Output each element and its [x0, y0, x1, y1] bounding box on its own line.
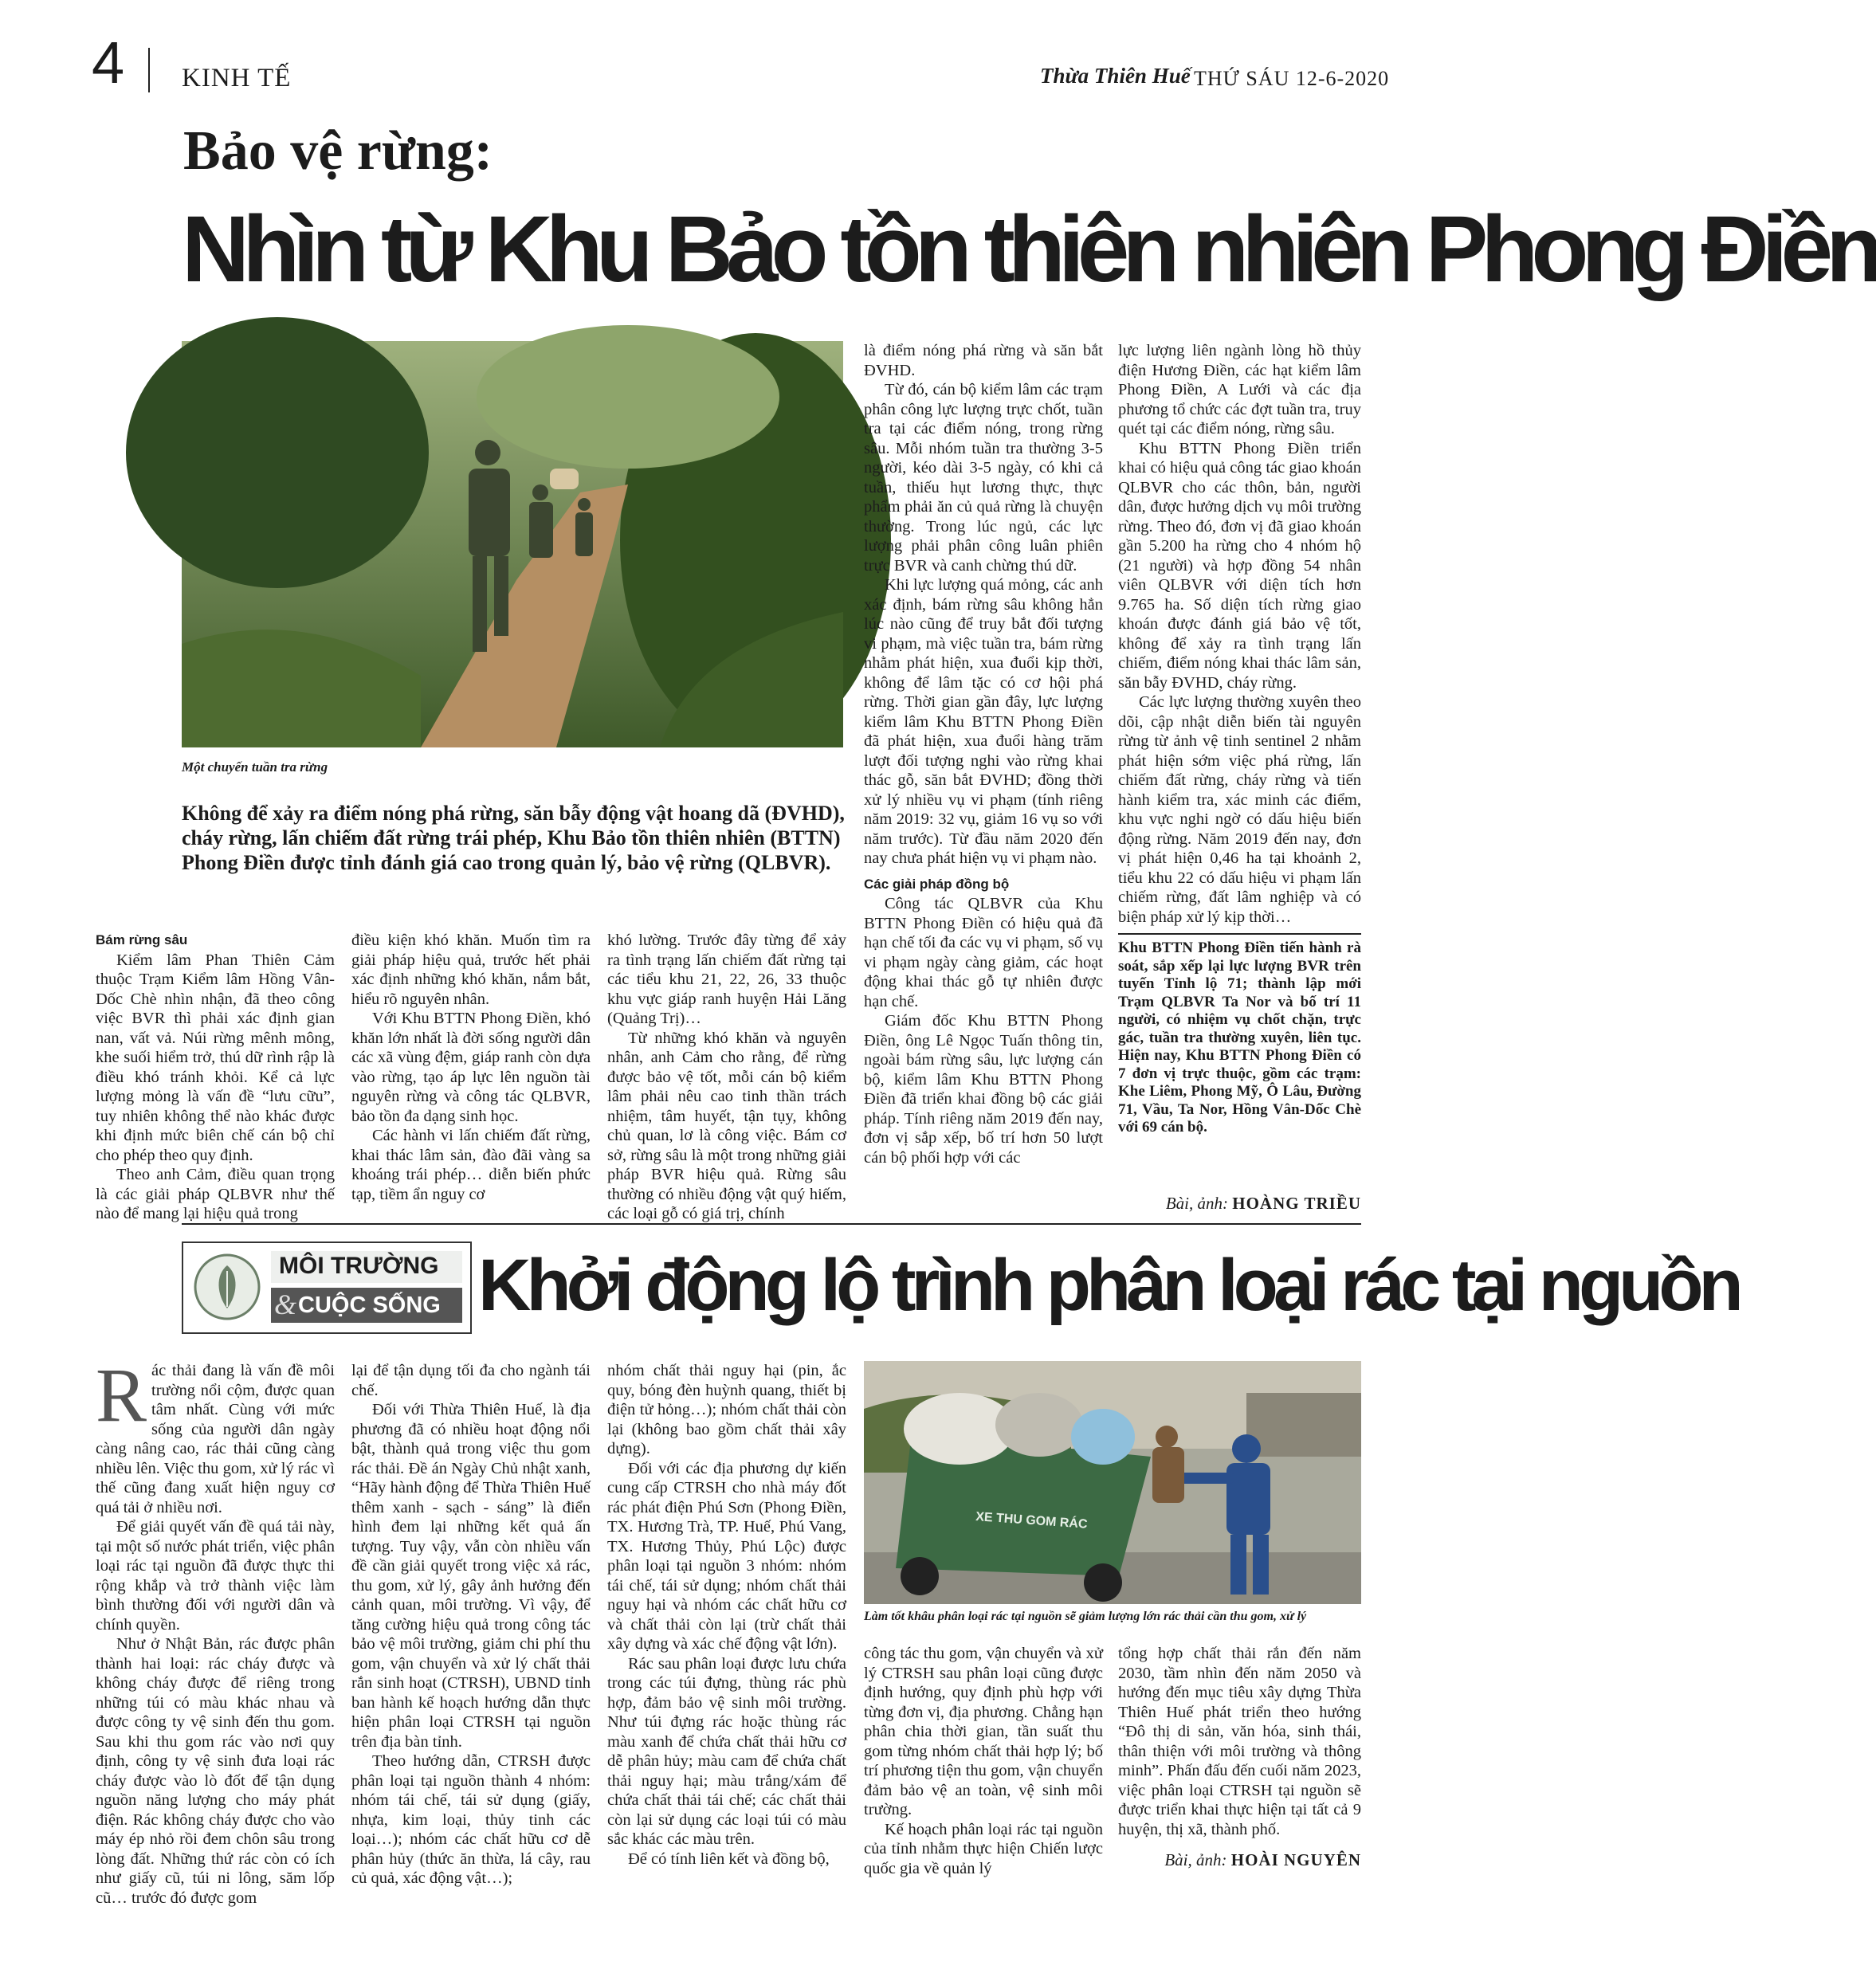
environment-emblem-icon	[191, 1251, 263, 1323]
issue-date: THỨ SÁU 12-6-2020	[1194, 67, 1390, 90]
paragraph: Kế hoạch phân loại rác tại nguồn của tỉnh nhằm thực hiện Chiến lược quốc gia về quản lý	[864, 1820, 1103, 1877]
column-logo	[182, 1242, 472, 1334]
newspaper-name: Thừa Thiên Huế	[1040, 64, 1191, 88]
drop-cap: R	[96, 1352, 147, 1438]
paragraph: Các hành vi lấn chiếm đất rừng, khai thác lâm sản, đào đãi vàng sa khoáng trái phép… diễn biến phức tạp, tiềm ẩn nguy cơ	[351, 1127, 591, 1203]
paragraph: Với Khu BTTN Phong Điền, khó khăn lớn nhất là đời sống người dân các xã vùng đệm, giáp ranh còn dựa vào rừng, tạo áp lực lên nguồn tài nguyên rừng và công tác QLBVR, bảo tồn đa dạng sinh học.	[351, 1010, 591, 1125]
paragraph: Như ở Nhật Bản, rác được phân thành hai loại: rác cháy được và không cháy được để riêng trong những túi có màu khác nhau và được công ty vệ sinh đến thu gom. Sau khi thu gom rác vào nơi quy định, công ty vệ sinh đưa loại rác cháy được vào lò đốt để tận dụng nguồn năng lượng cho máy phát điện. Rác không cháy được cho vào máy ép nhỏ rồi đem chôn sâu trong lòng đất. Những thứ rác còn có ích như giấy cũ, túi ni lông, săm lốp cũ… trước đó được gom	[96, 1635, 335, 1907]
paragraph: lại để tận dụng tối đa cho ngành tái chế.	[351, 1362, 591, 1399]
article1-column-4	[864, 341, 1103, 1167]
logo-line1: MÔI TRƯỜNG	[279, 1253, 439, 1279]
article1-column-2	[351, 931, 591, 1204]
logo-line2: CUỘC SỐNG	[298, 1293, 441, 1318]
paragraph: nhóm chất thải nguy hại (pin, ắc quy, bóng đèn huỳnh quang, thiết bị điện tử hỏng…); nhóm chất thải còn lại (không bao gồm chất thải xây dựng).	[607, 1362, 846, 1457]
byline-author: HOÀI NGUYÊN	[1230, 1850, 1361, 1869]
article-divider	[182, 1223, 1361, 1225]
paragraph: Giám đốc Khu BTTN Phong Điền, ông Lê Ngọc Tuấn thông tin, ngoài bám rừng sâu, lực lượng cán bộ, kiểm lâm Khu BTTN Phong Điền đã triển khai đồng bộ các giải pháp. Tính riêng năm 2019 đến nay, đơn vị sắp xếp, bố trí hơn 50 lượt cán bộ phối hợp với các	[864, 1012, 1103, 1167]
article2-byline	[1148, 1850, 1361, 1870]
article1-column-1	[96, 931, 335, 1224]
note-divider	[1118, 933, 1361, 935]
article1-photo	[182, 341, 843, 747]
page-number: 4	[92, 29, 125, 96]
paragraph: Kiểm lâm Phan Thiên Cảm thuộc Trạm Kiểm lâm Hồng Vân-Dốc Chè nhìn nhận, đã theo công việc BVR thì phải xác định gian nan, vất vả. Núi rừng mênh mông, khe suối hiểm trở, thú dữ rình rập là điều khó tránh khỏi. Kể cả lực lượng mỏng là vấn đề “lưu cữu”, tuy nhiên không thể nào khác được khi định mức biên chế cán bộ chỉ cho phép theo quy định.	[96, 951, 335, 1164]
article2-column-5	[1118, 1644, 1361, 1839]
paragraph: Từ những khó khăn và nguyên nhân, anh Cảm cho rằng, để rừng được bảo vệ tốt, mỗi cán bộ kiểm lâm phải nêu cao tinh thần trách nhiệm, tâm huyết, tận tụy, không chủ quan, lơ là công việc. Bám cơ sở, rừng sâu là một trong những giải pháp BVR hiệu quả. Rừng sâu thường có nhiều động vật quý hiếm, các loại gỗ có giá trị, chính	[607, 1029, 846, 1222]
article1-byline	[1148, 1194, 1361, 1214]
paragraph: Đối với Thừa Thiên Huế, là địa phương đã có nhiều hoạt động nổi bật, thành quả trong việc thu gom rác thải. Đề án Ngày Chủ nhật xanh, “Hãy hành động để Thừa Thiên Huế thêm xanh - sạch - sáng” là điển hình đem lại những kết quả ấn tượng. Tuy vậy, vẫn còn nhiều vấn đề cần giải quyết trong việc xả rác, thu gom, xử lý, gây ảnh hưởng đến cảnh quan, môi trường. Vì vậy, để tăng cường hiệu quả trong công tác bảo vệ môi trường, giảm chi phí thu gom, vận chuyển và xử lý chất thải rắn sinh hoạt (CTRSH), UBND tỉnh ban hành kế hoạch hướng dẫn thực hiện phân loại CTRSH tại nguồn trên địa bàn tỉnh.	[351, 1401, 591, 1751]
byline-author: HOÀNG TRIỀU	[1232, 1194, 1361, 1213]
article1-photo-caption: Một chuyến tuần tra rừng	[182, 759, 328, 775]
article1-column-5	[1118, 341, 1361, 1137]
header-divider	[148, 48, 150, 92]
logo-ampersand: &	[274, 1289, 297, 1320]
article2-photo-caption: Làm tốt khâu phân loại rác tại nguồn sẽ giảm lượng lớn rác thải cần thu gom, xử lý	[864, 1610, 1307, 1623]
paragraph: Khi lực lượng quá mỏng, các anh xác định, bám rừng sâu không hẳn lúc nào cũng để truy bắt đối tượng vi phạm, mà việc tuần tra, bám rừng nhằm phát hiện, xua đuổi kịp thời, không để lâm tặc có cơ hội phá rừng. Thời gian gần đây, lực lượng kiểm lâm Khu BTTN Phong Điền đã phát hiện, xua đuổi hàng trăm lượt đối tượng nghi vào rừng khai thác gỗ, săn bắt ĐVHD; đồng thời xử lý nhiều vụ vi phạm (tính riêng năm 2019: 32 vụ, giảm 16 vụ so với năm trước). Từ đầu năm 2020 đến nay chưa phát hiện vụ vi phạm nào.	[864, 576, 1103, 867]
article1-headline: Nhìn từ Khu Bảo tồn thiên nhiên Phong Điền	[182, 197, 1876, 302]
byline-label: Bài, ảnh:	[1165, 1194, 1229, 1213]
paragraph: lực lượng liên ngành lòng hồ thủy điện Hương Điền, các hạt kiểm lâm Phong Điền, A Lưới và các địa phương tổ chức các đợt tuần tra, truy quét tại các điểm nóng, rừng sâu.	[1118, 342, 1361, 437]
paragraph: Khu BTTN Phong Điền triển khai có hiệu quả công tác giao khoán QLBVR cho các thôn, bản, người dân, được hưởng dịch vụ môi trường rừng. Theo đó, đơn vị đã giao khoán gần 5.200 ha rừng cho 4 nhóm hộ (21 người) và hợp đồng 54 nhân viên QLBVR với diện tích hơn 9.765 ha. Số diện tích rừng giao khoán được đánh giá bảo vệ tốt, không để xảy ra tình trạng lấn chiếm, điểm nóng khai thác lâm sản, săn bẫy ĐVHD, cháy rừng.	[1118, 439, 1361, 692]
paragraph: công tác thu gom, vận chuyển và xử lý CTRSH sau phân loại cũng được định hướng, quy định phù hợp với từng đơn vị, địa phương. Chẳng hạn phân chia thời gian, tần suất thu gom từng nhóm chất thải hợp lý; bố trí phương tiện thu gom, vận chuyển đảm bảo vệ an toàn, vệ sinh môi trường.	[864, 1645, 1103, 1818]
article1-kicker: Bảo vệ rừng:	[183, 120, 493, 182]
section-name: KINH TẾ	[182, 64, 292, 92]
paragraph: điều kiện khó khăn. Muốn tìm ra giải pháp hiệu quả, trước hết phải xác định những khó khăn, nắm bắt, hiểu rõ nguyên nhân.	[351, 932, 591, 1008]
paragraph: khó lường. Trước đây từng để xảy ra tình trạng lấn chiếm đất rừng tại các tiểu khu 21, 22, 26, 33 thuộc khu vực giáp ranh huyện Hải Lăng (Quảng Trị)…	[607, 932, 846, 1027]
paragraph: là điểm nóng phá rừng và săn bắt ĐVHD.	[864, 342, 1103, 379]
article1-lead: Không để xảy ra điểm nóng phá rừng, săn bẫy động vật hoang dã (ĐVHD), cháy rừng, lấn chiếm đất rừng trái phép, Khu Bảo tồn thiên nhiên (BTTN) Phong Điền được tỉnh đánh giá cao trong quản lý, bảo vệ rừng (QLBVR).	[182, 802, 845, 874]
article2-headline: Khởi động lộ trình phân loại rác tại nguồn	[478, 1245, 1739, 1326]
article2-column-1	[96, 1352, 335, 1908]
paragraph: Đối với các địa phương dự kiến cung cấp CTRSH cho nhà máy đốt rác phát điện Phú Sơn (Phong Điền, TX. Hương Trà, TP. Huế, Phú Vang, TX. Hương Thủy, Phú Lộc) được phân loại tại nguồn 3 nhóm: nhóm tái chế, tái sử dụng; nhóm chất thải nguy hại và nhóm các chất hữu cơ và chất thải còn lại (trừ chất thải xây dựng và xác chế động vật lớn).	[607, 1459, 846, 1653]
article2-column-2	[351, 1361, 591, 1889]
paragraph: Các lực lượng thường xuyên theo dõi, cập nhật diễn biến tài nguyên rừng từ ảnh vệ tinh sentinel 2 nhằm phát hiện sớm việc phá rừng, lấn chiếm đất rừng, cháy rừng và tiến hành kiểm tra, xác minh các điểm, khu vực nghi ngờ có dấu hiệu biến động rừng. Năm 2019 đến nay, đơn vị phát hiện 0,46 ha tại khoảnh 2, tiểu khu 22 có dấu hiệu vi phạm lấn chiếm rừng, đất lâm nghiệp và có biện pháp xử lý kịp thời…	[1118, 693, 1361, 926]
subheading: Các giải pháp đồng bộ	[864, 876, 1010, 892]
paragraph: Từ đó, cán bộ kiểm lâm các trạm phân công lực lượng trực chốt, tuần tra tại các điểm nóng, trong rừng sâu. Mỗi nhóm tuần tra thường 3-5 người, kéo dài 3-5 ngày, có khi cả tuần, thiếu hụt lương thực, thực phẩm phải ăn củ quả rừng là chuyện thường. Trong lúc ngủ, các lực lượng phải phân công luân phiên trực BVR và canh chừng thú dữ.	[864, 381, 1103, 575]
byline-label: Bài, ảnh:	[1164, 1850, 1227, 1869]
paragraph: Rác sau phân loại được lưu chứa trong các túi đựng, thùng rác phù hợp, đảm bảo vệ sinh môi trường. Như túi đựng rác hoặc thùng rác màu xanh để chứa chất thải hữu cơ dễ phân hủy; màu cam để chứa chất thải nguy hại; màu trắng/xám để chứa chất thải tái chế; các chất thải còn lại sử dụng các loại túi có màu sắc khác các màu trên.	[607, 1654, 846, 1848]
article1-column-3	[607, 931, 846, 1224]
sidebar-note: Khu BTTN Phong Điền tiến hành rà soát, sắp xếp lại lực lượng BVR trên tuyến Tỉnh lộ 71; thành lập mới Trạm QLBVR Ta Nor và bố trí 11 người, có nhiệm vụ chốt chặn, trực gác, tuần tra thường xuyên, liên tục. Hiện nay, Khu BTTN Phong Điền có 7 đơn vị trực thuộc, gồm các trạm: Khe Liêm, Phong Mỹ, Ô Lâu, Đường 71, Vầu, Ta Nor, Hồng Vân-Dốc Chè với 69 cán bộ.	[1118, 939, 1361, 1136]
article2-column-3	[607, 1361, 846, 1869]
paragraph: Theo hướng dẫn, CTRSH được phân loại tại nguồn thành 4 nhóm: nhóm tái chế, tái sử dụng (giấy, nhựa, kim loại, thủy tinh các loại…); nhóm các chất hữu cơ dễ phân hủy (thức ăn thừa, lá cây, rau củ quả, xác động vật…);	[351, 1752, 591, 1887]
paragraph: ác thải đang là vấn đề môi trường nổi cộm, được quan tâm nhất. Cùng với mức sống của người dân ngày càng nâng cao, rác thải cũng càng nhiều lên. Việc thu gom, xử lý rác vì thế cũng đang xuất hiện nguy cơ quá tải ở nhiều nơi.	[96, 1362, 335, 1516]
paragraph: Theo anh Cảm, điều quan trọng là các giải pháp QLBVR như thế nào để mang lại hiệu quả trong	[96, 1166, 335, 1222]
paragraph: Công tác QLBVR của Khu BTTN Phong Điền có hiệu quả đã hạn chế tối đa các vụ vi phạm, số vụ vi phạm ngày càng giảm, các hoạt động khai thác gỗ tự nhiên được hạn chế.	[864, 895, 1103, 1010]
cart-label: XE THU GOM RÁC	[975, 1510, 1089, 1532]
paragraph: Để có tính liên kết và đồng bộ,	[628, 1850, 830, 1868]
article2-column-4	[864, 1644, 1103, 1878]
subheading: Bám rừng sâu	[96, 932, 188, 947]
paragraph: tổng hợp chất thải rắn đến năm 2030, tầm nhìn đến năm 2050 và hướng đến mục tiêu xây dựng Thừa Thiên Huế phát triển theo hướng “Đô thị di sản, văn hóa, sinh thái, thân thiện với môi trường và thông minh”. Phấn đấu đến cuối năm 2023, việc phân loại CTRSH tại nguồn sẽ được triển khai thực hiện tại tất cả 9 huyện, thị xã, thành phố.	[1118, 1645, 1361, 1838]
article2-photo	[864, 1361, 1361, 1604]
paragraph: Để giải quyết vấn đề quá tải này, tại một số nước phát triển, việc phân loại rác tại nguồn đã được thực thi rộng khắp và trở thành việc làm bình thường đối với người dân và chính quyền.	[96, 1518, 335, 1634]
